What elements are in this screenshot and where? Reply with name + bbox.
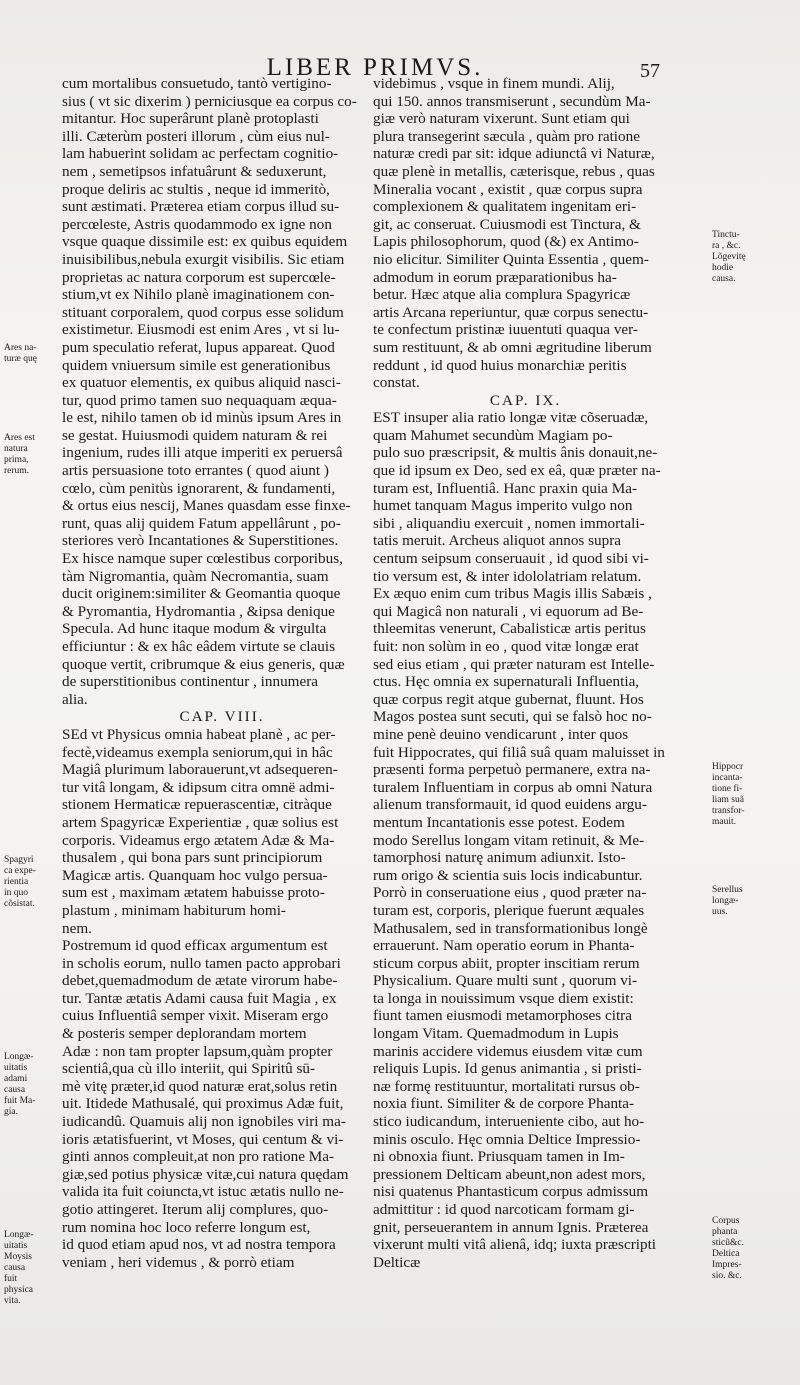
chapter-heading-viii: CAP. VIII. bbox=[179, 708, 265, 726]
text-line: steriores verò Incantationes & Superstitiones. bbox=[62, 532, 339, 550]
text-line: artem Spagyricæ Experientiæ , quæ solius est bbox=[62, 813, 339, 831]
text-line: Lapis philosophorum, quod (&) ex Antimo- bbox=[373, 233, 639, 251]
text-line: quæ corpus regit atque gubernat, fluunt. Hos bbox=[373, 690, 644, 708]
text-line: quæ plenè in metallis, cæterisque, rebus , quas bbox=[373, 162, 655, 180]
margin-note-line: ca expe- bbox=[4, 866, 36, 876]
text-line: nem , semetipsos infatuârunt & seduxerunt, bbox=[62, 162, 327, 180]
text-line: plura transegerint sæcula , quàm pro ratione bbox=[373, 127, 640, 145]
margin-note-line: Spagyri bbox=[4, 855, 34, 865]
text-line: in scholis eorum, nullo tamen pacto approbari bbox=[62, 954, 341, 972]
text-line: artis Arcana reperiuntur, quæ corpus senectu- bbox=[373, 303, 649, 321]
margin-note-line: uitatis bbox=[4, 1241, 28, 1251]
text-line: mitantur. Hoc superârunt planè protoplasti bbox=[62, 110, 319, 128]
text-line: tur, quod primo tamen suo nequaquam æqua- bbox=[62, 391, 337, 409]
text-line: gotio attingeret. Iterum alij complures, quo- bbox=[62, 1201, 329, 1218]
text-line: scientiâ,qua cù illo interiit, qui Spiritû sū- bbox=[62, 1060, 316, 1078]
margin-note-line: sio. &c. bbox=[712, 1271, 742, 1281]
text-line: proprietas ac natura corporum est supercœle- bbox=[62, 268, 336, 286]
text-line: fuit: non solùm in eo , quod vitæ longæ erat bbox=[373, 638, 639, 655]
margin-note-line: Lõgevitę bbox=[712, 252, 746, 262]
margin-note-line: Longæ- bbox=[4, 1052, 34, 1062]
text-line: videbimus , vsque in finem mundi. Alij, bbox=[373, 75, 615, 92]
text-line: complexionem & qualitatem ingenitam eri- bbox=[373, 198, 637, 216]
margin-note-line: Corpus bbox=[712, 1216, 740, 1226]
text-line: lam habuerint solidam ac perfectam cognitio- bbox=[62, 145, 339, 163]
text-line: humet tanquam Magus imperito vulgo non bbox=[373, 497, 633, 515]
text-line: betur. Hæc atque alia complura Spagyricæ bbox=[373, 286, 631, 304]
margin-note-line: uus. bbox=[712, 907, 728, 917]
text-line: artis persuasione toto errantes ( quod aiunt ) bbox=[62, 462, 329, 480]
margin-note-line: transfor- bbox=[712, 806, 745, 816]
text-line: Mathusalem, sed in transformationibus longè bbox=[373, 919, 648, 937]
margin-note-line: hodie bbox=[712, 263, 734, 273]
text-line: vsque quaque dissimile est: ex quibus equidem bbox=[62, 233, 348, 251]
text-line: runt, quas alij quidem Fatum appellârunt , po- bbox=[62, 514, 341, 532]
text-line: ni obnoxia fiunt. Priusquam tamen in Im- bbox=[373, 1148, 625, 1166]
margin-note-line: Deltica bbox=[712, 1249, 740, 1259]
text-line: EST insuper alia ratio longæ vitæ cõseruadæ, bbox=[373, 409, 649, 427]
margin-note-line: prima, bbox=[4, 455, 29, 465]
text-line: & posteris semper deplorandam mortem bbox=[62, 1025, 307, 1043]
text-line: Ex æquo enim cum tribus Magis illis Sabæis , bbox=[373, 585, 652, 603]
text-line: cœlo, cùm penitùs ignorarent, & fundamenti, bbox=[62, 479, 336, 497]
text-line: sticum corpus abiit, propter inscitiam rerum bbox=[373, 954, 640, 972]
margin-note-line: longæ- bbox=[712, 896, 739, 906]
chapter-viii-text bbox=[62, 726, 382, 1271]
left-column-text bbox=[62, 75, 382, 708]
text-line: thleemitas venerunt, Cabalisticæ artis peritus bbox=[373, 620, 646, 638]
left-column bbox=[62, 75, 382, 1271]
running-head: LIBER PRIMVS. bbox=[266, 54, 484, 81]
text-line: marinis accidere videmus eiusdem vitæ cum bbox=[373, 1042, 643, 1060]
text-line: sed eius etiam , qui præter naturam est Intelle- bbox=[373, 655, 655, 673]
margin-note-line: Hippocr bbox=[712, 762, 744, 772]
text-line: pulo suo præscripsit, & multis ânis donauit,ne- bbox=[373, 444, 658, 462]
right-column-text bbox=[373, 75, 678, 392]
margin-note-line: causa. bbox=[712, 274, 736, 284]
text-line: corporis. Videamus ergo ætatem Adæ & Ma- bbox=[62, 831, 335, 849]
text-line: Specula. Ad hunc itaque modum & virgulta bbox=[62, 620, 327, 638]
text-line: te confectum pristinæ iuuentuti quaqua ver- bbox=[373, 321, 638, 339]
text-line: Porrò in conseruatione eius , quod præter na- bbox=[373, 884, 647, 902]
text-line: longam Vitam. Quemadmodum in Lupis bbox=[373, 1025, 619, 1043]
margin-note-line: vita. bbox=[4, 1296, 21, 1306]
text-line: le est, nihilo tamen ob id minùs ipsum Ares in bbox=[62, 409, 342, 427]
text-line: que id ipsum ex Deo, sed ex eâ, quæ præter na- bbox=[373, 462, 661, 480]
text-line: nem. bbox=[62, 919, 92, 937]
text-line: ingenium, rudes illi atque imperiti ex peruersâ bbox=[62, 444, 343, 462]
text-line: uit. Itidede Mathusalé, qui proximus Adæ fuit, bbox=[62, 1095, 344, 1113]
text-line: thusalem , qui bona pars sunt principiorum bbox=[62, 849, 323, 867]
text-line: plastum , minimam habiturum homi- bbox=[62, 901, 286, 919]
text-line: pressionem Delticam abeunt,non adest mors, bbox=[373, 1165, 646, 1183]
text-line: mè vitę præter,id quod naturæ erat,solus retin bbox=[62, 1077, 338, 1095]
text-line: Magiâ plurimum laborauerunt,vt adsequeren- bbox=[62, 761, 338, 779]
margin-note-hippocrates bbox=[712, 762, 745, 828]
text-line: tur vitâ longam, & idipsum citra omnë admi- bbox=[62, 778, 335, 796]
text-line: Magicæ artis. Quanquam hoc vulgo persua- bbox=[62, 866, 328, 884]
margin-note-line: mauit. bbox=[712, 817, 737, 827]
text-line: valida ita fuit coiuncta,vt istuc ætatis nullo ne- bbox=[62, 1183, 344, 1201]
text-line: pum speculatio referat, lupus appareat. Quod bbox=[62, 338, 335, 356]
text-line: errauerunt. Nam operatio eorum in Phanta- bbox=[373, 937, 635, 955]
text-line: mine penè deuino vendicarunt , inter quos bbox=[373, 725, 629, 743]
margin-note-line: ra , &c. bbox=[712, 241, 741, 251]
right-column bbox=[373, 75, 678, 1271]
text-line: cum mortalibus consuetudo, tantò vertigino- bbox=[62, 75, 332, 92]
text-line: sum restituunt, & ab omni ægritudine liberum bbox=[373, 338, 652, 356]
text-line: sius ( vt sic dixerim ) perniciusque ea corpus co- bbox=[62, 92, 357, 110]
text-line: & ortus eius nescij, Manes quasdam esse finxe- bbox=[62, 497, 351, 515]
text-line: turam est, corporis, plerique fuerunt æquales bbox=[373, 901, 645, 919]
text-line: giæ verò naturam vixerunt. Sunt etiam qui bbox=[373, 110, 630, 128]
text-line: Mineralia vocant , existit , quæ corpus supra bbox=[373, 180, 643, 198]
text-line: gnit, perseuerantem in annum Ignis. Præterea bbox=[373, 1218, 649, 1236]
chapter-ix-text bbox=[373, 409, 678, 1271]
text-line: ginti annos compleuit,at non pro ratione Ma- bbox=[62, 1148, 335, 1166]
text-line: sibi , aliquandiu exercuit , nomen immortali- bbox=[373, 514, 645, 532]
margin-note-line: rerum. bbox=[4, 466, 30, 476]
margin-note-line: liam suã bbox=[712, 795, 744, 805]
text-line: veniam , heri videmus , & porrò etiam bbox=[62, 1253, 295, 1271]
text-line: admodum in eorum præparationibus ha- bbox=[373, 268, 617, 286]
text-line: centum seipsum conseruauit , id quod sibi vi- bbox=[373, 550, 649, 568]
text-line: sum est , maximam ætatem habuisse proto- bbox=[62, 884, 325, 902]
text-line: fiunt tamen eiusmodi metamorphoses citra bbox=[373, 1007, 632, 1025]
text-line: tur. Tantæ ætatis Adami causa fuit Magia , ex bbox=[62, 989, 337, 1007]
margin-note-line: Ares na- bbox=[4, 343, 37, 353]
margin-note-line: incanta- bbox=[712, 773, 743, 783]
margin-note-line: Impres- bbox=[712, 1260, 742, 1270]
margin-note-line: cõsistat. bbox=[4, 899, 35, 909]
text-line: ducit originem:similiter & Geomantia quoque bbox=[62, 585, 341, 603]
text-line: stionem Hermaticæ repuerascentiæ, citràque bbox=[62, 796, 332, 814]
text-line: Delticæ bbox=[373, 1253, 421, 1271]
margin-note-line: tione fi- bbox=[712, 784, 743, 794]
text-line: & Pyromantia, Hydromantia , &ipsa denique bbox=[62, 602, 335, 620]
text-line: ctus. Hęc omnia ex supernaturali Influentia, bbox=[373, 673, 640, 691]
text-line: qui Magicâ non naturali , vi equorum ad Be- bbox=[373, 602, 644, 620]
text-line: illi. Cæterùm posteri illorum , cùm eius nul- bbox=[62, 127, 330, 145]
text-line: percœleste, Astris quodammodo ex igne non bbox=[62, 215, 332, 233]
text-line: fectè,videamus exempla seniorum,qui in hâc bbox=[62, 743, 333, 761]
text-line: stium,vt ex Nihilo planè imaginationem con- bbox=[62, 286, 335, 304]
margin-note-line: fuit Ma- bbox=[4, 1096, 36, 1106]
text-line: reliquis Lupis. Id genus animantia , si pristi- bbox=[373, 1060, 642, 1078]
margin-note-line: Moysis bbox=[4, 1252, 32, 1262]
margin-note-line: fuit bbox=[4, 1274, 18, 1284]
text-line: reddunt , id quod huius monarchiæ peritis bbox=[373, 356, 627, 374]
text-line: turam est, Influentiâ. Hanc praxin quia Ma- bbox=[373, 479, 638, 497]
text-line: mentum Incantationis esse potest. Eodem bbox=[373, 813, 625, 831]
margin-note-line: Tinctu- bbox=[712, 230, 740, 240]
text-line: admittitur : id quod narcoticam formam gi- bbox=[373, 1201, 635, 1218]
text-line: fuit Hippocrates, qui filiâ suâ quam maluisset in bbox=[373, 743, 665, 761]
text-line: qui 150. annos transmiserunt , secundùm Ma- bbox=[373, 92, 651, 110]
text-line: de superstitionibus continentur , innumera bbox=[62, 673, 319, 691]
text-line: quidem vniuersum simile est generationibus bbox=[62, 356, 331, 374]
text-line: Magos postea sunt secuti, qui se falsò hoc no- bbox=[373, 708, 652, 726]
margin-note-tinctura bbox=[712, 230, 746, 285]
text-line: giæ,sed potius physicæ vitæ,cui natura quędam bbox=[62, 1165, 349, 1183]
text-line: turalem Influentiam in corpus ab omni Natura bbox=[373, 778, 653, 796]
text-line: nio elicitur. Similiter Quinta Essentia , quem- bbox=[373, 250, 649, 268]
text-line: ta longa in nouissimum vsque diem existit: bbox=[373, 989, 634, 1007]
text-line: vixerunt multi vitâ alienâ, idq; iuxta præscripti bbox=[373, 1236, 657, 1254]
margin-note-line: causa bbox=[4, 1263, 26, 1273]
margin-note-ares-prima bbox=[4, 433, 35, 477]
text-line: proque deliris ac stultis , neque id immeritò, bbox=[62, 180, 330, 198]
margin-note-moysis bbox=[4, 1230, 34, 1307]
margin-note-line: uitatis bbox=[4, 1063, 28, 1073]
margin-note-line: in quo bbox=[4, 888, 29, 898]
text-line: inuisibilibus,nebula exurgit visibilis. Sic etiam bbox=[62, 250, 345, 268]
text-line: alienum transformauit, id quod euidens argu- bbox=[373, 796, 647, 814]
text-line: minis osculo. Hęc omnia Deltice Impressio- bbox=[373, 1130, 641, 1148]
text-line: tàm Nigromantia, quàm Necromantia, suam bbox=[62, 567, 329, 585]
text-line: efficiuntur : & ex hâc eâdem virtute se clauis bbox=[62, 638, 335, 655]
text-line: debet,quemadmodum de ætate virorum habe- bbox=[62, 972, 338, 990]
text-line: tatis meruit. Archeus aliquot annos supra bbox=[373, 532, 622, 550]
text-line: ex quatuor elementis, ex quibus aliquid nasci- bbox=[62, 374, 341, 392]
text-line: modo Serellus longam vitam retinuit, & Me- bbox=[373, 831, 645, 849]
page-number: 57 bbox=[640, 60, 660, 82]
text-line: se gestat. Huiusmodi quidem naturam & rei bbox=[62, 426, 328, 444]
text-line: præsenti forma perpetuò permanere, extra na- bbox=[373, 761, 651, 779]
text-line: naturæ credi par sit: idque adiunctâ vi Naturæ, bbox=[373, 145, 655, 163]
margin-note-corpus-phantasticum bbox=[712, 1216, 744, 1282]
chapter-heading-ix: CAP. IX. bbox=[489, 391, 562, 409]
text-line: constat. bbox=[373, 374, 420, 392]
text-line: id quod etiam apud nos, vt ad nostra tempora bbox=[62, 1236, 336, 1254]
margin-note-line: causa bbox=[4, 1085, 26, 1095]
text-line: Adæ : non tam propter lapsum,quàm propter bbox=[62, 1042, 333, 1060]
text-line: quoque vertit, cribrumque & eius generis, quæ bbox=[62, 655, 345, 673]
text-line: Physicalium. Quare multi sunt , quorum vi- bbox=[373, 972, 638, 990]
text-line: noxia fiunt. Similiter & de corpore Phanta- bbox=[373, 1095, 635, 1113]
text-line: tamorphosi naturę animum adiunxit. Isto- bbox=[373, 849, 626, 867]
margin-note-line: adami bbox=[4, 1074, 28, 1084]
text-line: existimetur. Eiusmodi est enim Ares , vt si lu- bbox=[62, 321, 340, 339]
text-line: stico iudicandum, interueniente cibo, aut ho- bbox=[373, 1113, 645, 1131]
text-line: alia. bbox=[62, 690, 88, 708]
margin-note-line: sticũ&c. bbox=[712, 1238, 744, 1248]
text-line: sunt æstimati. Præterea etiam corpus illud su- bbox=[62, 198, 340, 216]
text-line: rum nomina hoc loco referre longum est, bbox=[62, 1218, 311, 1236]
margin-note-line: Ares est bbox=[4, 433, 35, 443]
text-line: Ex hisce namque super cœlestibus corporibus, bbox=[62, 550, 343, 568]
margin-note-line: Serellus bbox=[712, 885, 743, 895]
margin-note-line: turæ quę bbox=[4, 354, 37, 364]
margin-note-line: natura bbox=[4, 444, 28, 454]
text-line: nisi quatenus Phantasticum corpus admissum bbox=[373, 1183, 649, 1201]
text-line: tio versum est, & inter idololatriam relatum. bbox=[373, 567, 642, 585]
text-line: Postremum id quod efficax argumentum est bbox=[62, 937, 328, 955]
margin-note-line: rientia bbox=[4, 877, 29, 887]
margin-note-line: phanta bbox=[712, 1227, 738, 1237]
text-line: iudicandû. Quamuis alij non ignobiles viri ma- bbox=[62, 1113, 346, 1131]
text-line: git, ac conseruat. Cuiusmodi est Tinctura, & bbox=[373, 215, 641, 233]
margin-note-serellus bbox=[712, 885, 743, 918]
text-line: SEd vt Physicus omnia habeat planè , ac per- bbox=[62, 725, 336, 743]
text-line: rum origo & scientia suis locis indicabuntur. bbox=[373, 866, 643, 884]
text-line: cuius Influentiâ semper vixit. Miseram ergo bbox=[62, 1007, 329, 1025]
text-line: quam Mahumet secundùm Magiam po- bbox=[373, 426, 613, 444]
margin-note-line: gia. bbox=[4, 1107, 18, 1117]
margin-note-line: physica bbox=[4, 1285, 34, 1295]
text-line: stituant corporalem, quod corpus esse solidum bbox=[62, 303, 344, 321]
text-line: ioris ætatisfuerint, vt Moses, qui centum & vi- bbox=[62, 1130, 344, 1148]
margin-note-adami bbox=[4, 1052, 35, 1118]
margin-note-spagyrica bbox=[4, 855, 36, 910]
margin-note-ares-natura bbox=[4, 343, 37, 365]
text-line: næ formę restituuntur, mortalitati rursus ob- bbox=[373, 1077, 640, 1095]
margin-note-line: Longæ- bbox=[4, 1230, 34, 1240]
